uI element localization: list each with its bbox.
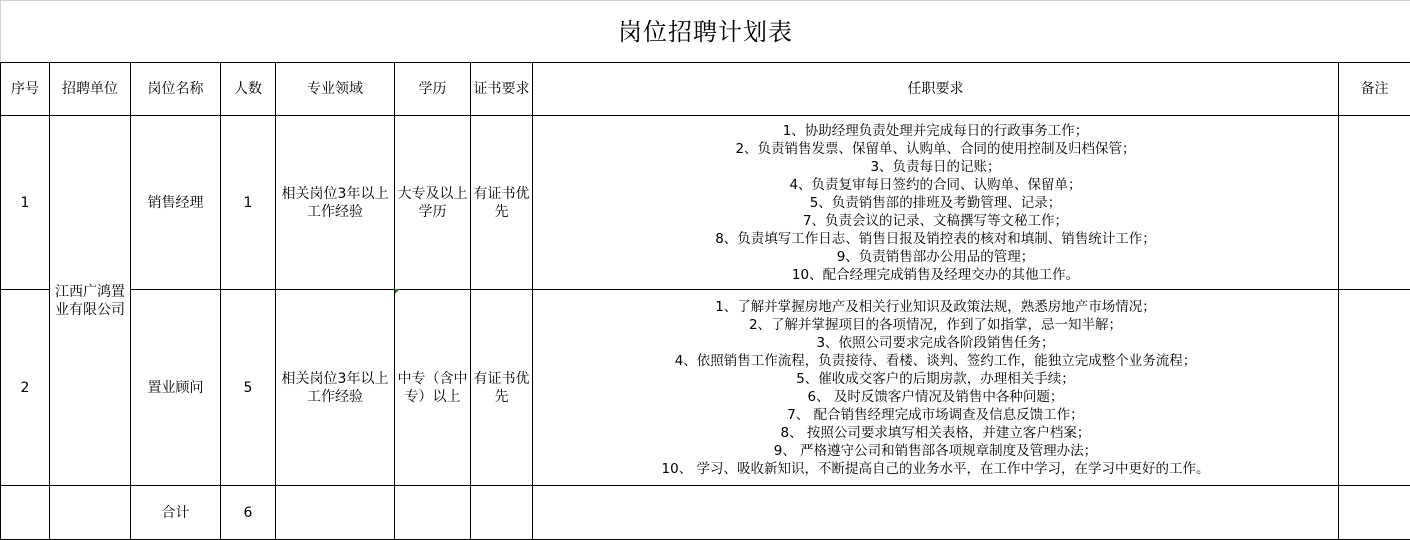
requirement-line: 10、 学习、吸收新知识，不断提高自己的业务水平，在工作中学习，在学习中更好的工作。	[533, 460, 1338, 478]
row-education: 大专及以上学历	[395, 116, 471, 290]
requirement-line: 3、依照公司要求完成各阶段销售任务；	[533, 334, 1338, 352]
requirement-line: 8、负责填写工作日志、销售日报及销控表的核对和填制、销售统计工作；	[533, 230, 1338, 248]
total-education-cell	[395, 486, 471, 540]
requirement-line: 4、负责复审每日签约的合同、认购单、保留单；	[533, 176, 1338, 194]
total-count: 6	[221, 486, 276, 540]
requirement-line: 1、了解并掌握房地产及相关行业知识及政策法规，熟悉房地产市场情况；	[533, 298, 1338, 316]
header-unit: 招聘单位	[50, 63, 131, 116]
total-field-cell	[276, 486, 395, 540]
table-row	[1, 290, 1410, 486]
row-remarks	[1339, 116, 1410, 290]
requirement-line: 2、了解并掌握项目的各项情况，作到了如指掌，忌一知半解；	[533, 316, 1338, 334]
row-certificate: 有证书优先	[471, 116, 533, 290]
requirement-line: 1、协助经理负责处理并完成每日的行政事务工作；	[533, 122, 1338, 140]
row-field: 相关岗位3年以上工作经验	[276, 116, 395, 290]
row-requirements	[533, 290, 1339, 486]
requirement-line: 9、负责销售部办公用品的管理；	[533, 248, 1338, 266]
row-count: 5	[221, 290, 276, 486]
row-position: 销售经理	[131, 116, 221, 290]
table-row	[1, 116, 1410, 290]
requirement-line: 8、 按照公司要求填写相关表格，并建立客户档案；	[533, 424, 1338, 442]
requirement-line: 10、配合经理完成销售及经理交办的其他工作。	[533, 266, 1338, 284]
header-count: 人数	[221, 63, 276, 116]
row-seq: 2	[1, 290, 50, 486]
header-education: 学历	[395, 63, 471, 116]
row-seq: 1	[1, 116, 50, 290]
row-position: 置业顾问	[131, 290, 221, 486]
total-seq-cell	[1, 486, 50, 540]
total-label: 合计	[131, 486, 221, 540]
total-certificate-cell	[471, 486, 533, 540]
row-remarks	[1339, 290, 1410, 486]
total-requirements-cell	[533, 486, 1339, 540]
total-remarks-cell	[1339, 486, 1410, 540]
requirement-line: 9、 严格遵守公司和销售部各项规章制度及管理办法；	[533, 442, 1338, 460]
header-position: 岗位名称	[131, 63, 221, 116]
header-field: 专业领域	[276, 63, 395, 116]
requirement-line: 7、 配合销售经理完成市场调查及信息反馈工作；	[533, 406, 1338, 424]
row-count: 1	[221, 116, 276, 290]
requirement-line: 5、催收成交客户的后期房款，办理相关手续；	[533, 370, 1338, 388]
row-requirements	[533, 116, 1339, 290]
row-education: 中专（含中专）以上	[395, 290, 471, 486]
requirement-line: 2、负责销售发票、保留单、认购单、合同的使用控制及归档保管；	[533, 140, 1338, 158]
requirement-line: 6、 及时反馈客户情况及销售中各种问题；	[533, 388, 1338, 406]
row-certificate: 有证书优先	[471, 290, 533, 486]
requirement-line: 3、负责每日的记账；	[533, 158, 1338, 176]
total-unit-cell	[50, 486, 131, 540]
requirement-line: 4、依照销售工作流程，负责接待、看楼、谈判、签约工作，能独立完成整个业务流程；	[533, 352, 1338, 370]
requirement-line: 7、负责会议的记录、文稿撰写等文秘工作；	[533, 212, 1338, 230]
page-title: 岗位招聘计划表	[1, 1, 1410, 63]
total-row	[1, 486, 1410, 540]
row-field: 相关岗位3年以上工作经验	[276, 290, 395, 486]
header-seq: 序号	[1, 63, 50, 116]
requirement-line: 5、负责销售部的排班及考勤管理、记录；	[533, 194, 1338, 212]
header-row	[1, 63, 1410, 116]
header-requirements: 任职要求	[533, 63, 1339, 116]
header-certificate: 证书要求	[471, 63, 533, 116]
unit-name-cell: 江西广鸿置业有限公司	[50, 116, 131, 486]
cell-comment-marker	[395, 289, 400, 294]
header-remarks: 备注	[1339, 63, 1410, 116]
